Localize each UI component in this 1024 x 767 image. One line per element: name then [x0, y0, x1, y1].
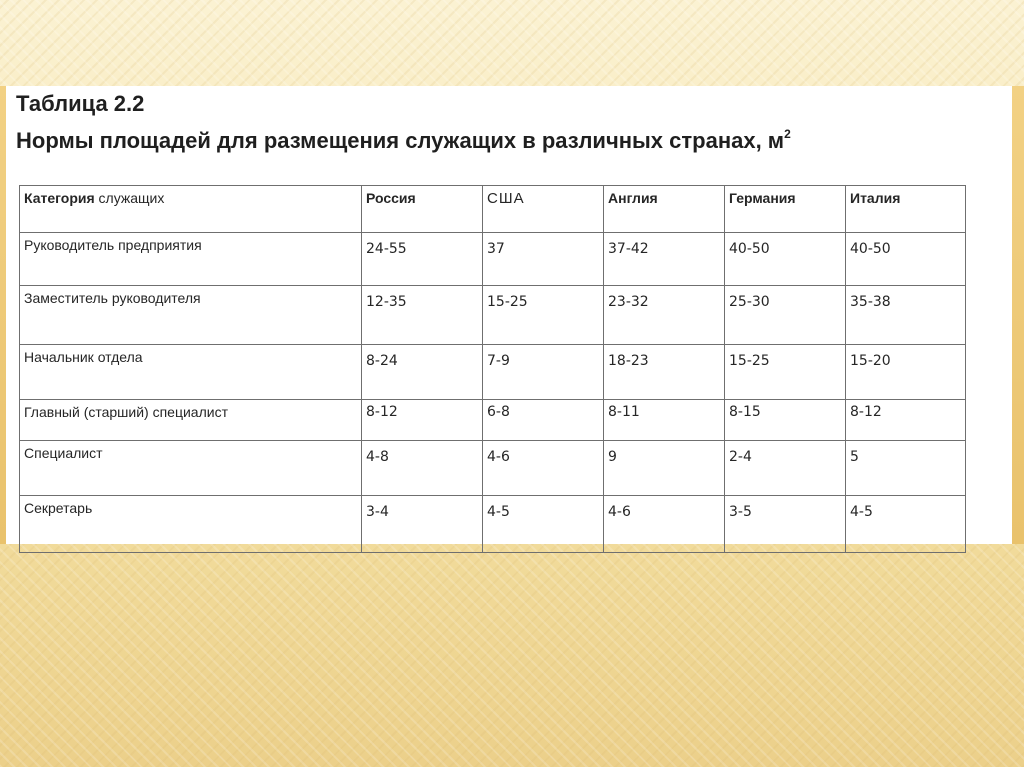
cell-value: 40-50 [725, 233, 846, 286]
table-number: Таблица 2.2 [16, 91, 145, 116]
cell-value: 4-5 [483, 496, 604, 553]
cell-value: 9 [604, 441, 725, 496]
cell-value: 4-6 [604, 496, 725, 553]
header-category [20, 186, 362, 233]
table-title: Нормы площадей для размещения служащих в различных странах, м [16, 128, 785, 153]
table-row [20, 233, 966, 286]
cell-value: 18-23 [604, 345, 725, 400]
cell-value: 8-11 [604, 400, 725, 441]
header-country-italy: Италия [846, 186, 966, 233]
cell-value: 37 [483, 233, 604, 286]
row-category: Специалист [20, 441, 362, 496]
cell-value: 40-50 [846, 233, 966, 286]
table-header-row [20, 186, 966, 233]
slide-content-panel [6, 86, 1012, 544]
table-row [20, 496, 966, 553]
cell-value: 37-42 [604, 233, 725, 286]
cell-value: 4-6 [483, 441, 604, 496]
cell-value: 15-20 [846, 345, 966, 400]
cell-value: 8-12 [362, 400, 483, 441]
header-country-germany: Германия [725, 186, 846, 233]
cell-value: 4-8 [362, 441, 483, 496]
cell-value: 8-12 [846, 400, 966, 441]
cell-value: 25-30 [725, 286, 846, 345]
cell-value: 15-25 [483, 286, 604, 345]
cell-value: 3-5 [725, 496, 846, 553]
cell-value: 5 [846, 441, 966, 496]
cell-value: 8-15 [725, 400, 846, 441]
cell-value: 15-25 [725, 345, 846, 400]
table-row [20, 345, 966, 400]
cell-value: 8-24 [362, 345, 483, 400]
cell-value: 3-4 [362, 496, 483, 553]
row-category: Начальник отдела [20, 345, 362, 400]
cell-value: 6-8 [483, 400, 604, 441]
table-row [20, 441, 966, 496]
cell-value: 7-9 [483, 345, 604, 400]
row-category: Руководитель предприятия [20, 233, 362, 286]
table-row [20, 286, 966, 345]
header-category-rest: служащих [94, 190, 165, 206]
cell-value: 12-35 [362, 286, 483, 345]
cell-value: 4-5 [846, 496, 966, 553]
office-space-norms-table [19, 185, 966, 553]
header-country-usa: США [483, 186, 604, 233]
header-country-russia: Россия [362, 186, 483, 233]
cell-value: 24-55 [362, 233, 483, 286]
table-row [20, 400, 966, 441]
cell-value: 2-4 [725, 441, 846, 496]
unit-superscript: 2 [784, 127, 791, 141]
row-category: Секретарь [20, 496, 362, 553]
cell-value: 23-32 [604, 286, 725, 345]
header-country-england: Англия [604, 186, 725, 233]
row-category: Заместитель руководителя [20, 286, 362, 345]
cell-value: 35-38 [846, 286, 966, 345]
row-category: Главный (старший) специалист [20, 400, 362, 441]
header-category-bold: Категория [24, 190, 95, 206]
table-caption [16, 89, 791, 156]
